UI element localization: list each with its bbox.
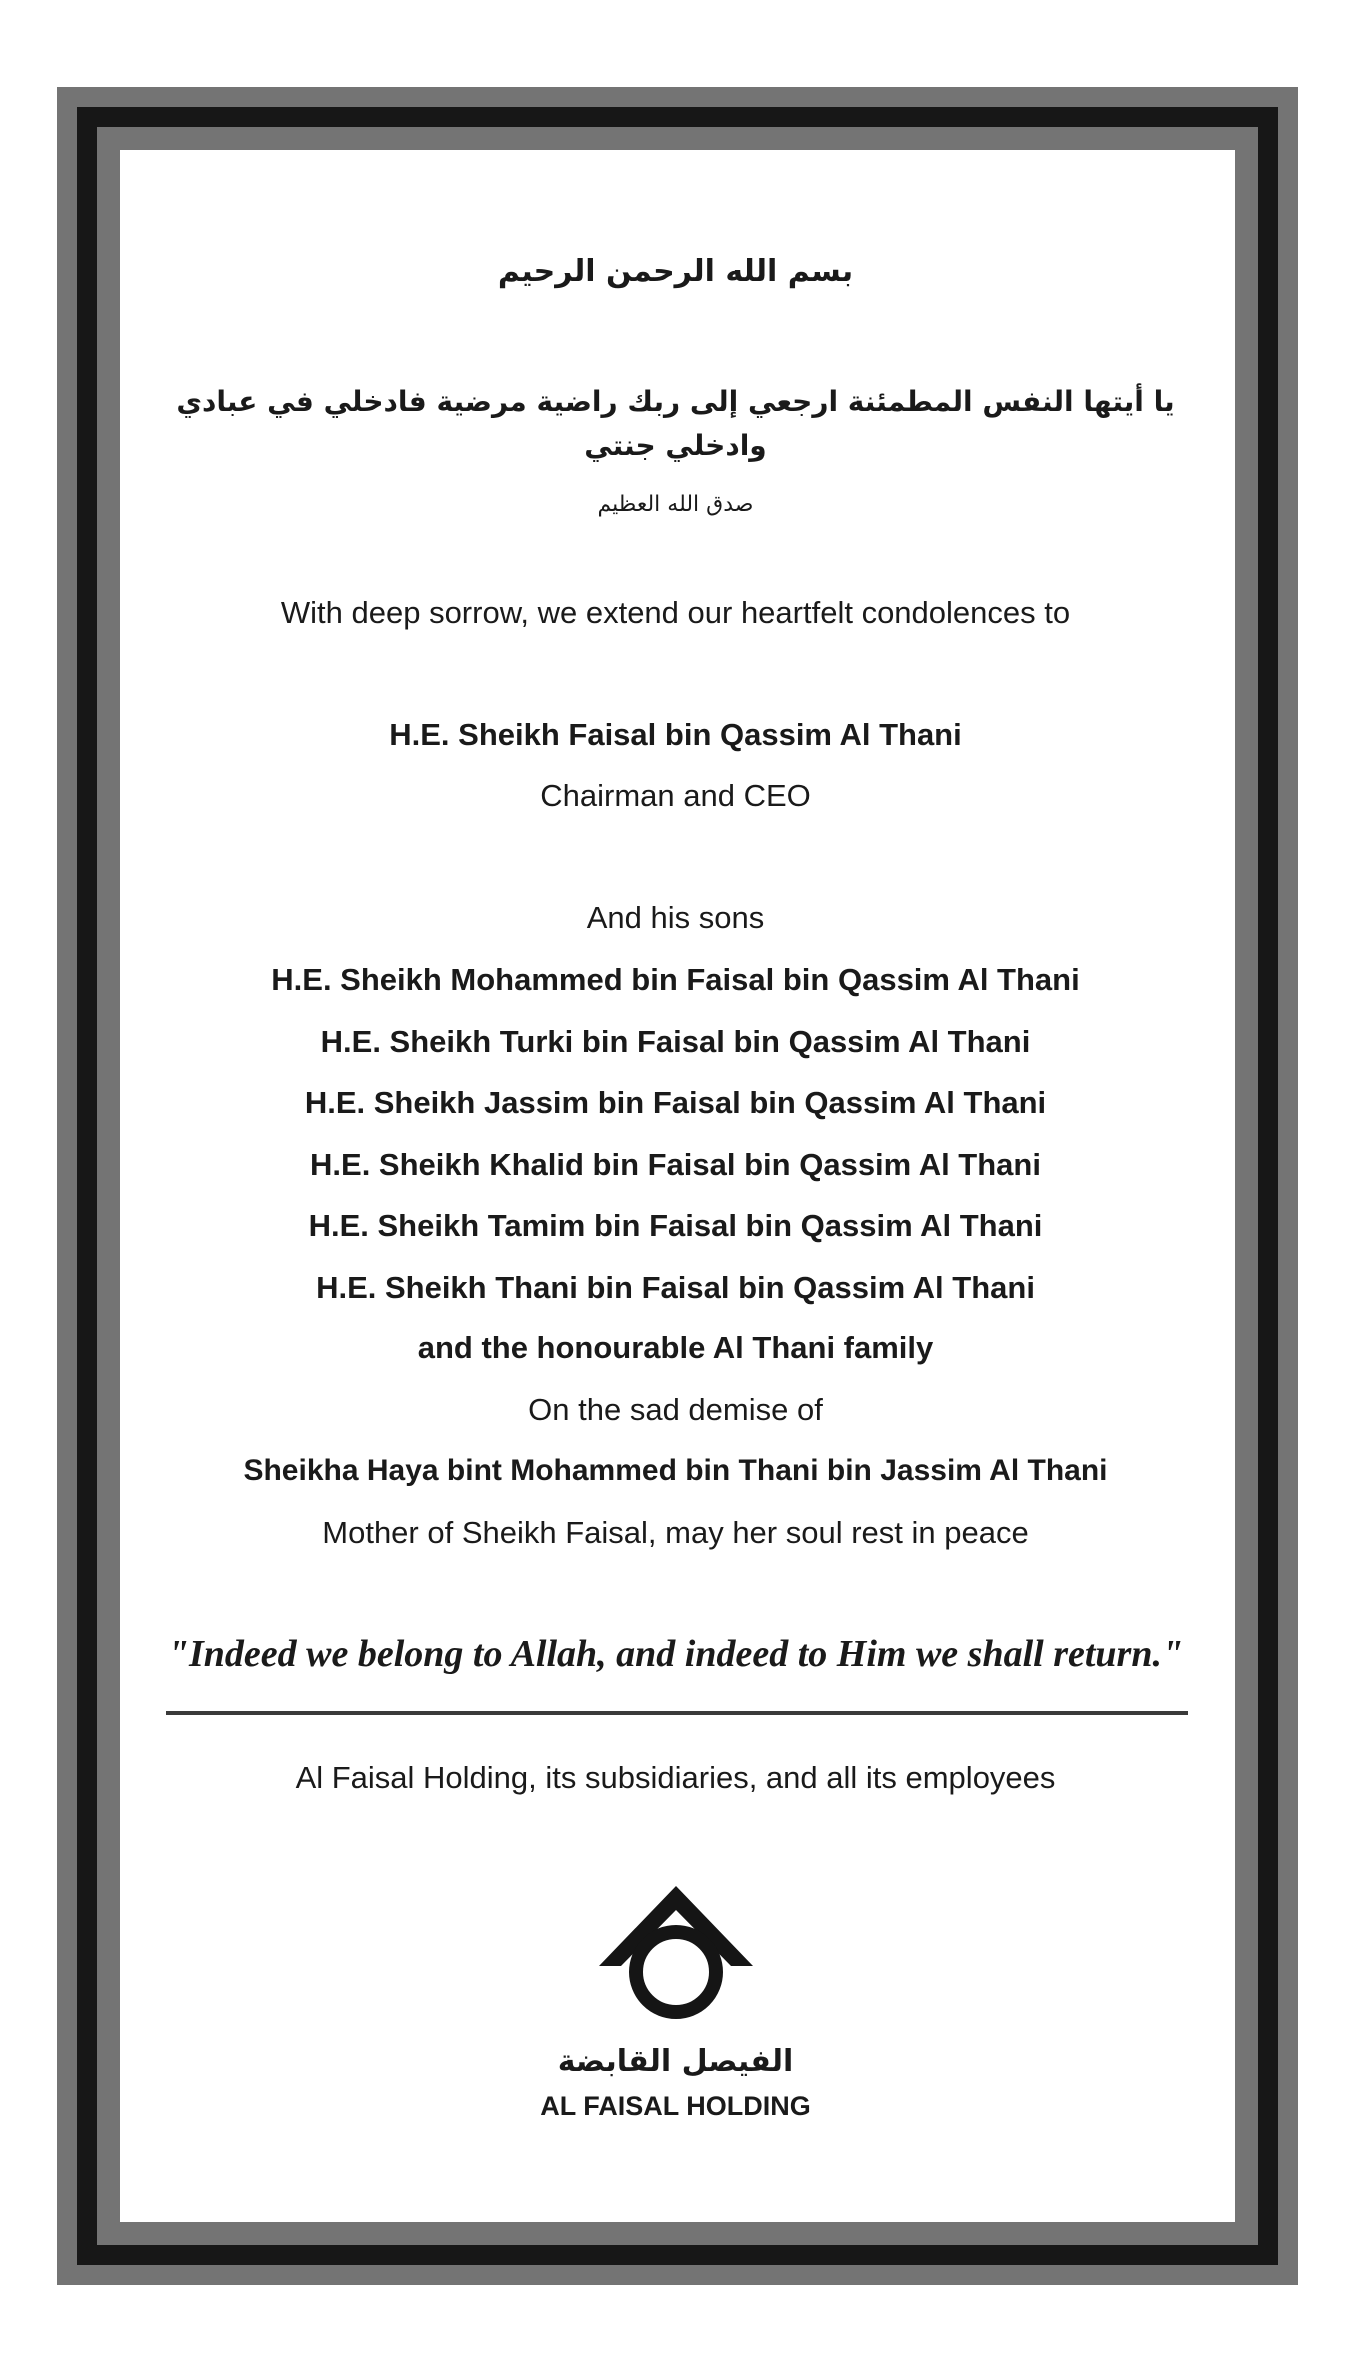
son-name: H.E. Sheikh Tamim bin Faisal bin Qassim Al Thani	[308, 1208, 1043, 1243]
chairman-name: H.E. Sheikh Faisal bin Qassim Al Thani	[389, 717, 962, 752]
son-name: H.E. Sheikh Jassim bin Faisal bin Qassim Al Thani	[304, 1085, 1047, 1120]
deceased-name: Sheikha Haya bint Mohammed bin Thani bin Jassim Al Thani	[243, 1454, 1108, 1487]
intro-text: With deep sorrow, we extend our heartfelt condolences to	[280, 595, 1071, 630]
logo-english-name: AL FAISAL HOLDING	[540, 2091, 811, 2121]
quran-verse: يا أيتها النفس المطمئنة ارجعي إلى ربك راضية مرضية فادخلي في عبادي وادخلي جنتي	[176, 385, 1175, 462]
al-faisal-logo-icon	[598, 1886, 758, 2026]
deceased-relation: Mother of Sheikh Faisal, may her soul rest in peace	[322, 1515, 1029, 1550]
son-name: H.E. Sheikh Turki bin Faisal bin Qassim Al Thani	[320, 1024, 1031, 1059]
signature: Al Faisal Holding, its subsidiaries, and all its employees	[295, 1760, 1056, 1795]
quote: "Indeed we belong to Allah, and indeed to Him we shall return."	[167, 1633, 1184, 1675]
basmala: بسم الله الرحمن الرحيم	[497, 254, 854, 289]
sadaqa-allah: صدق الله العظيم	[597, 492, 754, 517]
son-name: H.E. Sheikh Mohammed bin Faisal bin Qassim Al Thani	[271, 962, 1080, 997]
demise-intro: On the sad demise of	[528, 1392, 823, 1427]
divider	[166, 1711, 1188, 1715]
family-line: and the honourable Al Thani family	[417, 1330, 934, 1365]
son-name: H.E. Sheikh Khalid bin Faisal bin Qassim Al Thani	[310, 1147, 1041, 1182]
chairman-title: Chairman and CEO	[540, 778, 811, 813]
sons-intro: And his sons	[586, 900, 765, 935]
logo-arabic-name: الفيصل القابضة	[557, 2044, 794, 2079]
son-name: H.E. Sheikh Thani bin Faisal bin Qassim Al Thani	[316, 1270, 1035, 1305]
